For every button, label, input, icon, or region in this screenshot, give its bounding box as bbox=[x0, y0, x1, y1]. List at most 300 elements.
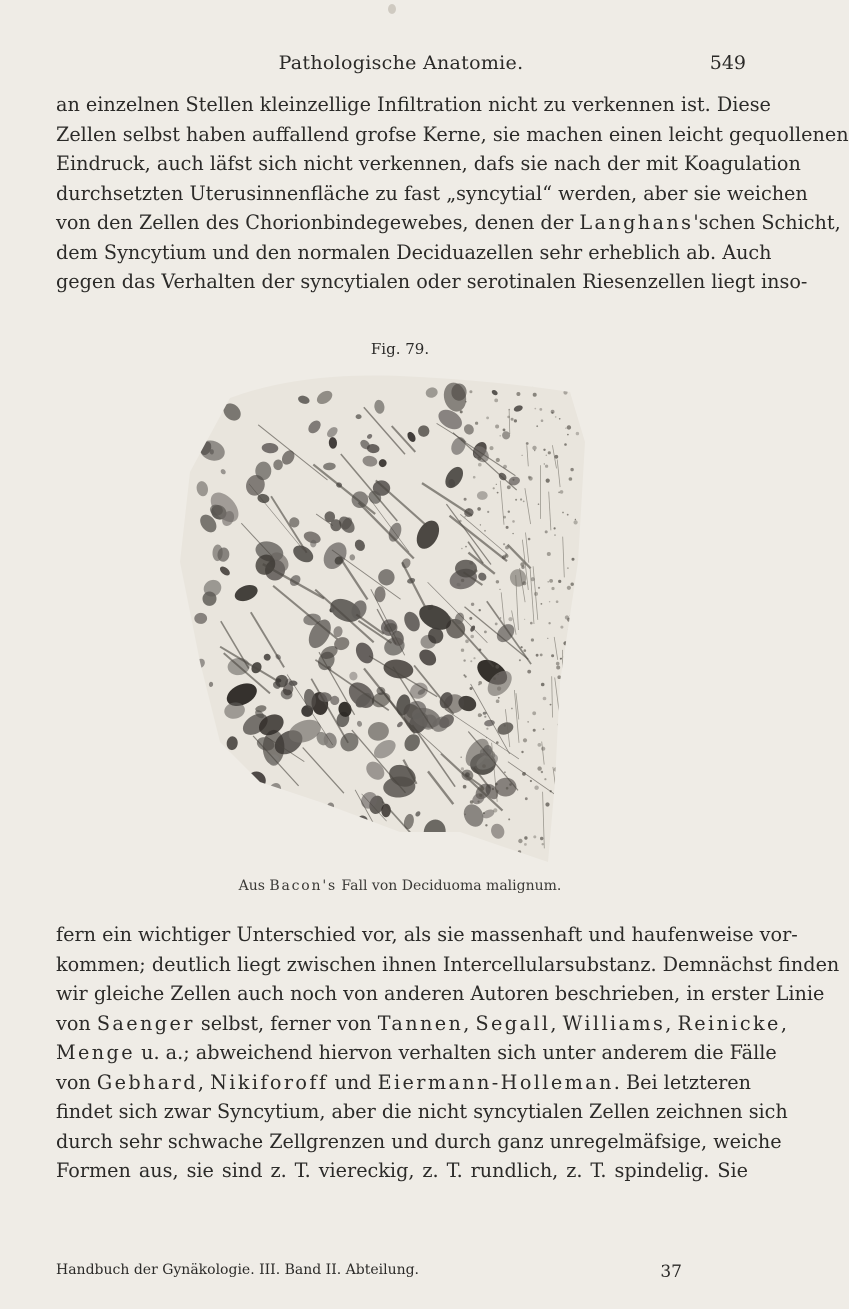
stipple-dot bbox=[478, 801, 480, 803]
stipple-dot bbox=[474, 569, 477, 572]
stipple-dot bbox=[538, 587, 540, 589]
stipple-dot bbox=[527, 721, 528, 722]
stipple-dot bbox=[572, 558, 575, 561]
stipple-dot bbox=[524, 619, 525, 620]
stipple-dot bbox=[469, 617, 472, 620]
stipple-dot bbox=[521, 566, 524, 569]
scan-mark bbox=[388, 4, 396, 14]
text-line: gegen das Verhalten der syncytialen oder serotinalen Riesenzellen liegt inso- bbox=[56, 270, 808, 293]
stipple-dot bbox=[496, 699, 500, 703]
cell-cluster bbox=[201, 784, 230, 806]
stipple-dot bbox=[522, 455, 523, 456]
stipple-dot bbox=[562, 691, 566, 695]
stipple-dot bbox=[582, 687, 586, 691]
stipple-dot bbox=[586, 487, 590, 491]
stipple-dot bbox=[576, 432, 579, 435]
thin-fiber bbox=[574, 700, 578, 728]
stipple-dot bbox=[582, 709, 585, 712]
stipple-dot bbox=[518, 839, 522, 843]
stipple-dot bbox=[511, 418, 514, 421]
stipple-dot bbox=[573, 725, 576, 728]
stipple-dot bbox=[484, 631, 487, 634]
text-run: und bbox=[328, 1070, 378, 1094]
stipple-dot bbox=[493, 487, 495, 489]
stipple-dot bbox=[523, 738, 527, 742]
text-run: von bbox=[56, 1070, 97, 1094]
author-name: Langhans bbox=[579, 211, 694, 234]
stipple-dot bbox=[524, 836, 527, 839]
stipple-dot bbox=[493, 677, 496, 680]
stipple-dot bbox=[523, 501, 525, 503]
stipple-dot bbox=[525, 797, 528, 800]
stipple-dot bbox=[551, 587, 554, 590]
stipple-dot bbox=[558, 724, 561, 727]
stipple-dot bbox=[537, 766, 541, 770]
stipple-dot bbox=[554, 767, 558, 771]
stipple-dot bbox=[459, 520, 462, 523]
stipple-dot bbox=[528, 538, 531, 541]
stipple-dot bbox=[533, 835, 536, 838]
stipple-dot bbox=[473, 476, 476, 479]
cell-cluster bbox=[213, 407, 222, 415]
stipple-dot bbox=[558, 492, 560, 494]
stipple-dot bbox=[538, 503, 540, 505]
stipple-dot bbox=[478, 684, 480, 686]
stipple-dot bbox=[470, 635, 474, 639]
stipple-dot bbox=[551, 412, 553, 414]
cell-cluster bbox=[193, 779, 220, 808]
stipple-dot bbox=[543, 449, 545, 451]
stipple-dot bbox=[469, 390, 472, 393]
stipple-dot bbox=[460, 469, 462, 471]
stipple-dot bbox=[579, 570, 582, 573]
stipple-dot bbox=[514, 419, 517, 422]
stipple-dot bbox=[548, 451, 551, 454]
stipple-dot bbox=[477, 507, 481, 511]
stipple-dot bbox=[513, 857, 515, 859]
paragraph-bottom bbox=[56, 920, 840, 1186]
stipple-dot bbox=[476, 846, 477, 847]
footer-source: Handbuch der Gynäkologie. III. Band II. Abteilung. bbox=[56, 1262, 420, 1278]
author-name: Nikiforoff bbox=[210, 1070, 329, 1094]
stipple-dot bbox=[527, 670, 531, 674]
text-run: selbst, ferner von bbox=[194, 1011, 378, 1035]
stipple-dot bbox=[563, 641, 567, 645]
stipple-dot bbox=[585, 566, 588, 569]
stipple-dot bbox=[503, 429, 506, 432]
stipple-dot bbox=[492, 788, 494, 790]
figure-label: Fig. 79. bbox=[370, 340, 430, 358]
cell-cluster bbox=[305, 810, 323, 829]
stipple-dot bbox=[513, 479, 515, 481]
cell-cluster bbox=[339, 819, 356, 833]
stipple-dot bbox=[479, 609, 481, 611]
stipple-dot bbox=[486, 728, 488, 730]
stipple-dot bbox=[484, 530, 486, 532]
stipple-dot bbox=[461, 649, 464, 652]
stipple-dot bbox=[506, 787, 509, 790]
stipple-dot bbox=[560, 658, 562, 660]
stipple-dot bbox=[480, 787, 484, 791]
stipple-dot bbox=[485, 824, 487, 826]
stipple-dot bbox=[545, 465, 548, 468]
stipple-dot bbox=[496, 580, 499, 583]
stipple-dot bbox=[562, 512, 564, 514]
stipple-dot bbox=[470, 800, 474, 804]
stipple-dot bbox=[532, 446, 536, 450]
text-line: an einzelnen Stellen kleinzellige Infiltration nicht zu verkennen ist. Diese bbox=[56, 93, 771, 116]
stipple-dot bbox=[587, 470, 590, 473]
cell-cluster bbox=[351, 827, 356, 832]
caption-author: Bacon's bbox=[269, 878, 337, 894]
stipple-dot bbox=[541, 683, 545, 687]
cell-cluster bbox=[196, 740, 215, 758]
stipple-dot bbox=[576, 683, 580, 687]
stipple-dot bbox=[567, 514, 569, 516]
author-name: Segall bbox=[475, 1011, 551, 1035]
stipple-dot bbox=[589, 537, 591, 539]
text-line bbox=[56, 1068, 751, 1098]
cell-cluster bbox=[226, 809, 248, 833]
histology-figure bbox=[160, 362, 640, 872]
stipple-dot bbox=[461, 767, 464, 770]
stipple-dot bbox=[567, 425, 571, 429]
stipple-dot bbox=[512, 520, 515, 523]
stipple-dot bbox=[526, 442, 529, 445]
stipple-dot bbox=[543, 697, 547, 701]
stipple-dot bbox=[557, 675, 561, 679]
stipple-dot bbox=[528, 476, 531, 479]
text-run: von den Zellen des Chorionbindegewebes, denen der bbox=[56, 211, 580, 234]
stipple-dot bbox=[567, 586, 571, 590]
stipple-dot bbox=[495, 623, 498, 626]
stipple-dot bbox=[460, 756, 462, 758]
cell-cluster bbox=[195, 790, 205, 804]
stipple-dot bbox=[566, 830, 569, 833]
stipple-dot bbox=[500, 856, 503, 859]
stipple-dot bbox=[496, 484, 497, 485]
text-line: fern ein wichtiger Unterschied vor, als sie massenhaft und haufenweise vor- bbox=[56, 923, 798, 946]
cell-cluster bbox=[273, 791, 291, 809]
text-line: Eindruck, auch läfst sich nicht verkennen, dafs sie nach der mit Koagulation bbox=[56, 152, 801, 175]
stipple-dot bbox=[554, 527, 556, 529]
stipple-dot bbox=[505, 546, 509, 550]
stipple-dot bbox=[541, 419, 544, 422]
stipple-dot bbox=[574, 520, 578, 524]
stipple-dot bbox=[461, 548, 463, 550]
stipple-dot bbox=[570, 615, 572, 617]
paragraph-top bbox=[56, 90, 849, 297]
text-line bbox=[56, 208, 841, 238]
stipple-dot bbox=[542, 843, 544, 845]
stipple-dot bbox=[504, 724, 506, 726]
stipple-dot bbox=[558, 580, 561, 583]
stipple-dot bbox=[532, 711, 536, 715]
stipple-dot bbox=[578, 847, 581, 850]
stipple-dot bbox=[589, 478, 591, 480]
stipple-dot bbox=[497, 687, 501, 691]
stipple-dot bbox=[581, 570, 582, 571]
stipple-dot bbox=[478, 463, 482, 467]
stipple-dot bbox=[511, 708, 513, 710]
stipple-dot bbox=[463, 659, 465, 661]
stipple-dot bbox=[533, 729, 536, 732]
stipple-dot bbox=[461, 579, 464, 582]
stipple-dot bbox=[572, 775, 575, 778]
stipple-dot bbox=[524, 649, 527, 652]
text-line bbox=[56, 1009, 787, 1039]
stipple-dot bbox=[499, 589, 500, 590]
stipple-dot bbox=[508, 511, 510, 513]
stipple-dot bbox=[465, 546, 467, 548]
stipple-dot bbox=[563, 813, 567, 817]
stipple-dot bbox=[518, 850, 521, 853]
text-line: kommen; deutlich liegt zwischen ihnen Intercellularsubstanz. Demnächst finden bbox=[56, 952, 840, 976]
signature-mark: 37 bbox=[660, 1262, 682, 1282]
stipple-dot bbox=[494, 399, 498, 403]
stipple-dot bbox=[479, 649, 482, 652]
stipple-dot bbox=[464, 498, 467, 501]
figure-caption bbox=[0, 878, 800, 894]
stipple-dot bbox=[569, 706, 571, 708]
stipple-dot bbox=[586, 755, 587, 756]
stipple-dot bbox=[563, 390, 567, 394]
text-line: durch sehr schwache Zellgrenzen und durch ganz unregelmäfsige, weiche bbox=[56, 1129, 782, 1153]
stipple-dot bbox=[484, 716, 486, 718]
stipple-dot bbox=[550, 790, 552, 792]
stipple-dot bbox=[580, 530, 583, 533]
author-name: Williams bbox=[562, 1011, 666, 1035]
stipple-dot bbox=[498, 859, 500, 861]
stipple-dot bbox=[504, 771, 506, 773]
stipple-dot bbox=[550, 704, 552, 706]
stipple-dot bbox=[483, 812, 485, 814]
text-run: u. a.; abweichend hiervon verhalten sich unter anderem die Fälle bbox=[135, 1041, 777, 1064]
text-line: durchsetzten Uterusinnenfläche zu fast „syncytial“ werden, aber sie weichen bbox=[56, 181, 808, 205]
stipple-dot bbox=[512, 533, 513, 534]
author-name: Menge bbox=[56, 1041, 135, 1064]
stipple-dot bbox=[551, 654, 554, 657]
text-run: , bbox=[665, 1011, 678, 1035]
cell-cluster bbox=[197, 402, 212, 418]
stipple-dot bbox=[575, 519, 576, 520]
stipple-dot bbox=[499, 435, 501, 437]
stipple-dot bbox=[570, 468, 573, 471]
stipple-dot bbox=[468, 508, 470, 510]
stipple-dot bbox=[465, 401, 467, 403]
stipple-dot bbox=[508, 818, 510, 820]
stipple-dot bbox=[548, 622, 550, 624]
stipple-dot bbox=[536, 654, 539, 657]
stipple-dot bbox=[500, 617, 501, 618]
stipple-dot bbox=[544, 463, 545, 464]
stipple-dot bbox=[545, 530, 548, 533]
stipple-dot bbox=[498, 697, 500, 699]
stipple-dot bbox=[478, 713, 482, 717]
stipple-dot bbox=[560, 626, 563, 629]
text-run: , bbox=[780, 1011, 787, 1035]
stipple-dot bbox=[559, 418, 561, 420]
text-run: , bbox=[463, 1011, 476, 1035]
stipple-dot bbox=[574, 650, 578, 654]
stipple-dot bbox=[506, 526, 509, 529]
cell-cluster bbox=[356, 414, 362, 419]
author-name: Gebhard bbox=[96, 1070, 198, 1094]
stipple-dot bbox=[567, 434, 569, 436]
author-name: Saenger bbox=[96, 1011, 195, 1035]
text-line: findet sich zwar Syncytium, aber die nicht syncytialen Zellen zeichnen sich bbox=[56, 1100, 788, 1123]
stipple-dot bbox=[544, 778, 546, 780]
stipple-dot bbox=[503, 465, 507, 469]
stipple-dot bbox=[549, 601, 550, 602]
stipple-dot bbox=[505, 554, 508, 557]
stipple-dot bbox=[566, 714, 569, 717]
stipple-dot bbox=[545, 802, 549, 806]
stipple-dot bbox=[541, 747, 545, 751]
stipple-dot bbox=[520, 498, 522, 500]
stipple-dot bbox=[532, 384, 535, 387]
page-footer bbox=[56, 1262, 746, 1286]
running-title: Pathologische Anatomie. bbox=[278, 52, 524, 74]
stipple-dot bbox=[560, 490, 564, 494]
stipple-dot bbox=[464, 814, 466, 816]
stipple-dot bbox=[556, 666, 560, 670]
stipple-dot bbox=[497, 674, 498, 675]
stipple-dot bbox=[570, 725, 574, 729]
stipple-dot bbox=[470, 687, 473, 690]
stipple-dot bbox=[487, 511, 489, 513]
stipple-dot bbox=[516, 392, 520, 396]
stipple-dot bbox=[533, 393, 537, 397]
stipple-dot bbox=[496, 741, 499, 744]
stipple-dot bbox=[580, 838, 583, 841]
stipple-dot bbox=[495, 425, 499, 429]
author-name: Reinicke bbox=[677, 1011, 781, 1035]
stipple-dot bbox=[547, 638, 548, 639]
stipple-dot bbox=[486, 737, 487, 738]
text-run: , bbox=[550, 1011, 563, 1035]
stipple-dot bbox=[565, 428, 566, 429]
stipple-dot bbox=[571, 583, 574, 586]
caption-text: Fall von Deciduoma malignum. bbox=[336, 878, 562, 894]
stipple-dot bbox=[482, 764, 486, 768]
stipple-dot bbox=[547, 581, 549, 583]
text-line: dem Syncytium und den normalen Deciduazellen sehr erheblich ab. Auch bbox=[56, 240, 772, 264]
text-line: wir gleiche Zellen auch noch von anderen Autoren beschrieben, in erster Linie bbox=[56, 982, 825, 1005]
stipple-dot bbox=[571, 709, 573, 711]
stipple-dot bbox=[534, 450, 535, 451]
text-run: 'schen Schicht, bbox=[693, 211, 841, 234]
author-name: Eiermann-Holleman bbox=[377, 1070, 614, 1094]
stipple-dot bbox=[547, 552, 551, 556]
stipple-dot bbox=[486, 417, 489, 420]
stipple-dot bbox=[583, 513, 584, 514]
stipple-dot bbox=[478, 457, 482, 461]
stipple-dot bbox=[496, 458, 500, 462]
stipple-dot bbox=[584, 569, 588, 573]
author-name: Tannen bbox=[377, 1011, 464, 1035]
stipple-dot bbox=[471, 603, 474, 606]
micrograph-illustration bbox=[160, 362, 640, 872]
stipple-dot bbox=[541, 603, 543, 605]
stipple-dot bbox=[521, 646, 523, 648]
text-run: , bbox=[197, 1070, 211, 1094]
stipple-dot bbox=[531, 638, 534, 641]
stipple-dot bbox=[517, 855, 520, 858]
stipple-dot bbox=[543, 728, 545, 730]
stipple-dot bbox=[562, 693, 565, 696]
text-line: Zellen selbst haben auffallend grofse Kerne, sie machen einen leicht gequollenen bbox=[56, 122, 849, 146]
stipple-dot bbox=[530, 622, 533, 625]
cell-cluster bbox=[187, 396, 218, 424]
stipple-dot bbox=[479, 445, 481, 447]
stipple-dot bbox=[490, 446, 494, 450]
stipple-dot bbox=[519, 659, 521, 661]
stipple-dot bbox=[463, 785, 467, 789]
stipple-dot bbox=[479, 794, 482, 797]
stipple-dot bbox=[515, 499, 517, 501]
stipple-dot bbox=[538, 743, 542, 747]
stipple-dot bbox=[558, 723, 561, 726]
stipple-dot bbox=[546, 479, 550, 483]
stipple-dot bbox=[521, 751, 523, 753]
page-header bbox=[56, 52, 746, 78]
stipple-dot bbox=[549, 579, 553, 583]
stipple-dot bbox=[522, 581, 526, 585]
stipple-dot bbox=[556, 662, 560, 666]
stipple-dot bbox=[576, 822, 577, 823]
stipple-dot bbox=[564, 443, 567, 446]
stipple-dot bbox=[507, 485, 511, 489]
stipple-dot bbox=[480, 524, 481, 525]
stipple-dot bbox=[509, 783, 512, 786]
stipple-dot bbox=[465, 640, 469, 644]
stipple-dot bbox=[524, 843, 527, 846]
stipple-dot bbox=[493, 808, 497, 812]
stipple-dot bbox=[554, 534, 555, 535]
cell-cluster bbox=[193, 735, 214, 761]
stipple-dot bbox=[469, 561, 473, 565]
cell-cluster bbox=[219, 756, 232, 769]
stipple-dot bbox=[495, 665, 499, 669]
stipple-dot bbox=[508, 617, 512, 621]
stipple-dot bbox=[576, 784, 578, 786]
stipple-dot bbox=[540, 837, 543, 840]
text-run: von bbox=[56, 1011, 97, 1035]
stipple-dot bbox=[464, 516, 465, 517]
stipple-dot bbox=[555, 416, 557, 418]
text-line: Formen aus, sie sind z. T. viereckig, z. T. rundlich, z. T. spindelig. Sie bbox=[56, 1159, 748, 1182]
stipple-dot bbox=[564, 655, 567, 658]
stipple-dot bbox=[497, 492, 499, 494]
fiber-streak bbox=[266, 810, 307, 867]
stipple-dot bbox=[541, 771, 543, 773]
stipple-dot bbox=[584, 394, 588, 398]
stipple-dot bbox=[562, 714, 566, 718]
caption-text: Aus bbox=[238, 878, 270, 894]
stipple-dot bbox=[534, 786, 538, 790]
stipple-dot bbox=[522, 772, 526, 776]
stipple-dot bbox=[577, 714, 579, 716]
page-number: 549 bbox=[709, 52, 746, 74]
stipple-dot bbox=[535, 408, 537, 410]
stipple-dot bbox=[460, 410, 463, 413]
stipple-dot bbox=[475, 422, 478, 425]
stipple-dot bbox=[470, 660, 472, 662]
stipple-dot bbox=[565, 615, 569, 619]
stipple-dot bbox=[530, 780, 532, 782]
stipple-dot bbox=[568, 629, 570, 631]
